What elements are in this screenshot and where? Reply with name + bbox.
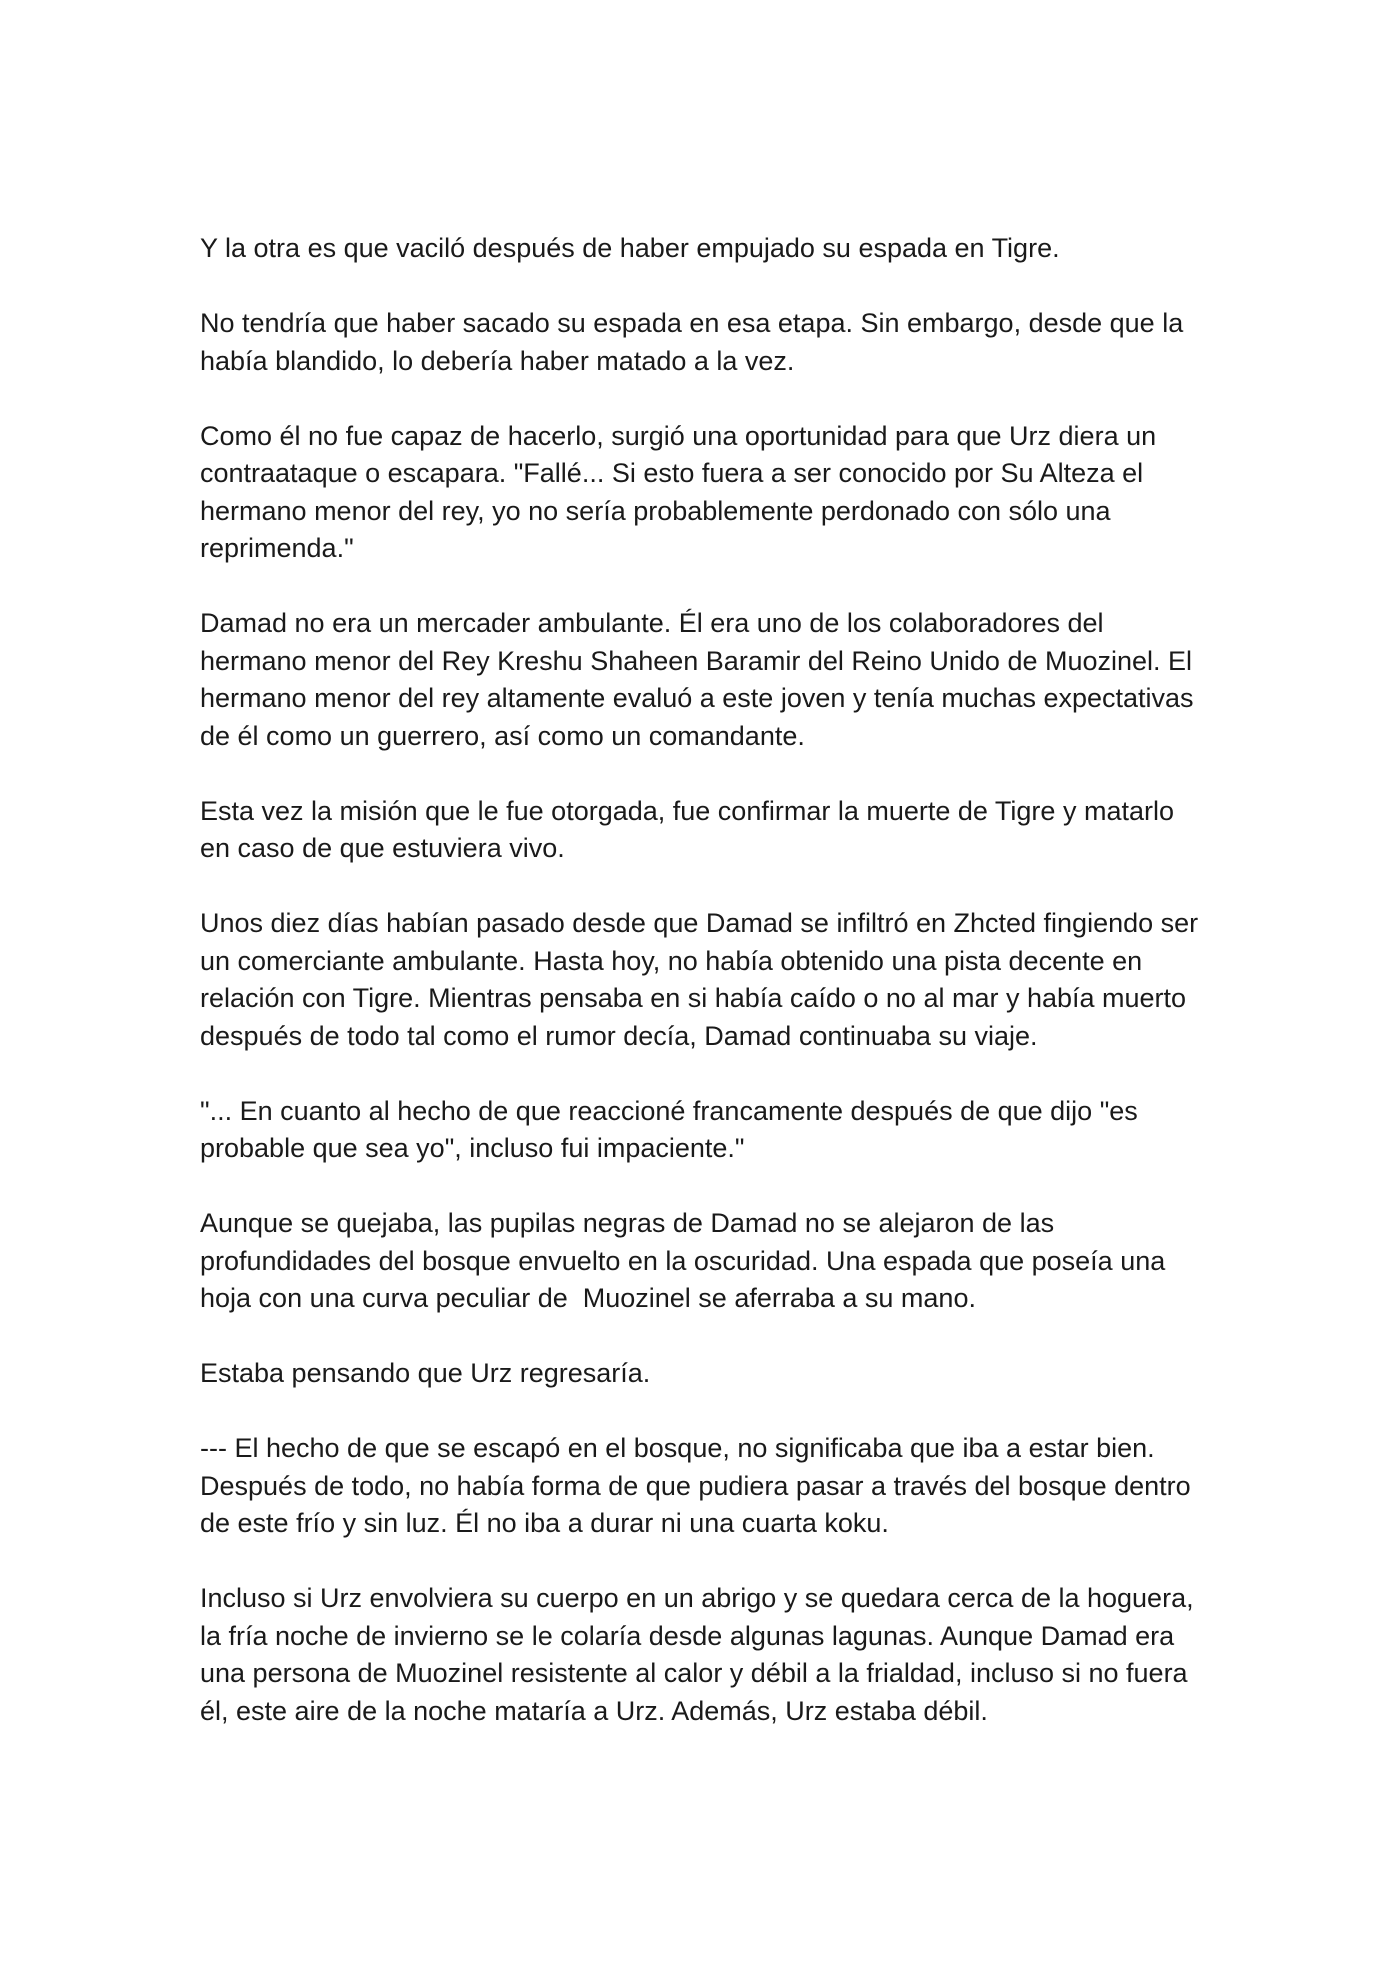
paragraph-3: Como él no fue capaz de hacerlo, surgió una oportunidad para que Urz diera un contraataque o escapara. "Fallé... Si esto fuera a ser conocido por Su Alteza el hermano menor del rey, yo no sería probablemente perdonado con sólo una reprimenda."	[200, 420, 1164, 563]
paragraph-5: Esta vez la misión que le fue otorgada, fue confirmar la muerte de Tigre y matarlo en caso de que estuviera vivo.	[200, 795, 1182, 863]
paragraph-8: Aunque se quejaba, las pupilas negras de Damad no se alejaron de las profundidades del bosque envuelto en la oscuridad. Una espada que poseía una hoja con una curva peculiar de Muozinel se aferraba a su mano.	[200, 1208, 1173, 1313]
paragraph-4: Damad no era un mercader ambulante. Él era uno de los colaboradores del hermano menor del Rey Kreshu Shaheen Baramir del Reino Unido de Muozinel. El hermano menor del rey altamente evaluó a este joven y tenía muchas expectativas de él como un guerrero, así como un comandante.	[200, 608, 1202, 751]
paragraph-7: "... En cuanto al hecho de que reaccioné francamente después de que dijo "es probable que sea yo", incluso fui impaciente."	[200, 1095, 1146, 1163]
paragraph-9: Estaba pensando que Urz regresaría.	[200, 1358, 651, 1388]
paragraph-10: --- El hecho de que se escapó en el bosque, no significaba que iba a estar bien. Después de todo, no había forma de que pudiera pasar a través del bosque dentro de este frío y sin luz. Él no iba a durar ni una cuarta koku.	[200, 1433, 1199, 1538]
paragraph-2: No tendría que haber sacado su espada en esa etapa. Sin embargo, desde que la había blandido, lo debería haber matado a la vez.	[200, 308, 1191, 376]
paragraph-1: Y la otra es que vaciló después de haber empujado su espada en Tigre.	[200, 233, 1060, 263]
document-body	[200, 230, 1205, 1730]
paragraph-11: Incluso si Urz envolviera su cuerpo en un abrigo y se quedara cerca de la hoguera, la fría noche de invierno se le colaría desde algunas lagunas. Aunque Damad era una persona de Muozinel resistente al calor y débil a la frialdad, incluso si no fuera él, este aire de la noche mataría a Urz. Además, Urz estaba débil.	[200, 1583, 1202, 1726]
paragraph-6: Unos diez días habían pasado desde que Damad se infiltró en Zhcted fingiendo ser un comerciante ambulante. Hasta hoy, no había obtenido una pista decente en relación con Tigre. Mientras pensaba en si había caído o no al mar y había muerto después de todo tal como el rumor decía, Damad continuaba su viaje.	[200, 908, 1206, 1051]
